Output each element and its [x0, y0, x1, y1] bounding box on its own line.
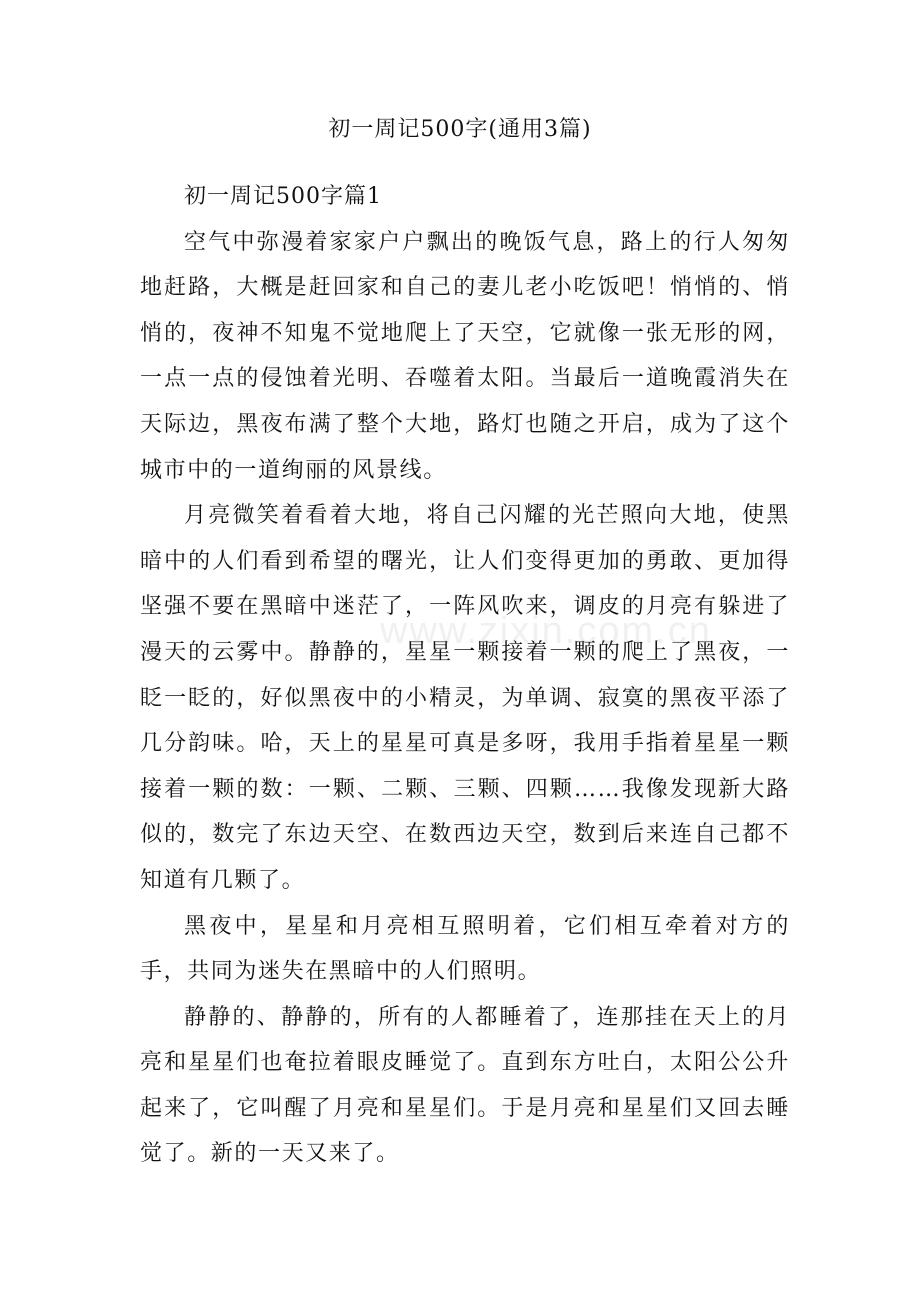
watermark: www.zixin.com.cn [380, 610, 712, 652]
paragraph-1: 空气中弥漫着家家户户飘出的晚饭气息，路上的行人匆匆地赶路，大概是赶回家和自己的妻儿老小吃饭吧！悄悄的、悄悄的，夜神不知鬼不觉地爬上了天空，它就像一张无形的网，一点一点的侵蚀着光明、吞噬着太阳。当最后一道晚霞消失在天际边，黑夜布满了整个大地，路灯也随之开启，成为了这个城市中的一道绚丽的风景线。 [140, 229, 790, 483]
document-title: 初一周记500字(通用3篇) [328, 117, 592, 142]
paragraph-3: 黑夜中，星星和月亮相互照明着，它们相互牵着对方的手，共同为迷失在黑暗中的人们照明。 [140, 913, 790, 985]
document-body [140, 174, 790, 1177]
section-heading: 初一周记500字篇1 [184, 184, 382, 209]
paragraph-2: 月亮微笑着看着大地，将自己闪耀的光芒照向大地，使黑暗中的人们看到希望的曙光，让人们变得更加的勇敢、更加得坚强不要在黑暗中迷茫了，一阵风吹来，调皮的月亮有躲进了漫天的云雾中。静静的，星星一颗接着一颗的爬上了黑夜，一眨一眨的，好似黑夜中的小精灵，为单调、寂寞的黑夜平添了几分韵味。哈，天上的星星可真是多呀，我用手指着星星一颗接着一颗的数：一颗、二颗、三颗、四颗……我像发现新大路似的，数完了东边天空、在数西边天空，数到后来连自己都不知道有几颗了。 [140, 503, 790, 893]
paragraph-4: 静静的、静静的，所有的人都睡着了，连那挂在天上的月亮和星星们也奄拉着眼皮睡觉了。直到东方吐白，太阳公公升起来了，它叫醒了月亮和星星们。于是月亮和星星们又回去睡觉了。新的一天又来了。 [140, 1004, 790, 1167]
